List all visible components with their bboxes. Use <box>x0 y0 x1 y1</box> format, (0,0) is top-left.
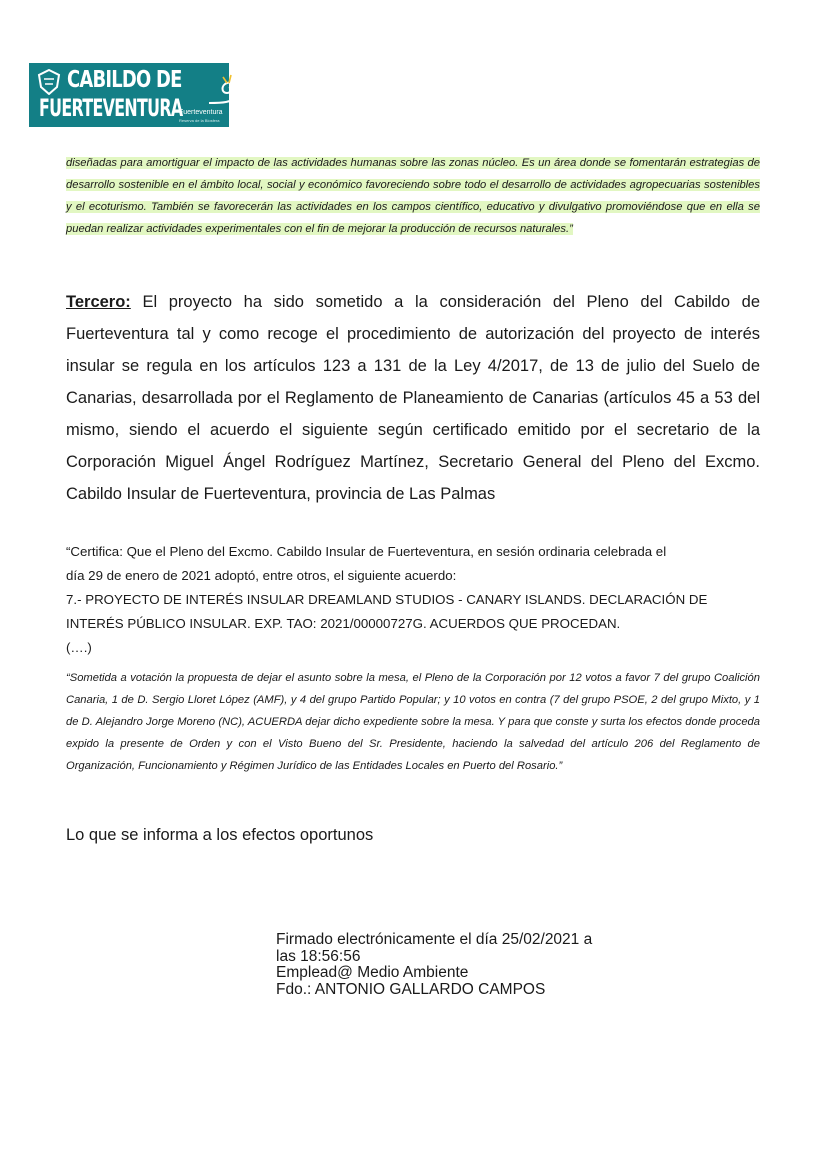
signature-line: Firmado electrónicamente el día 25/02/2021 a <box>276 931 593 948</box>
signature-line: Emplead@ Medio Ambiente <box>276 964 469 981</box>
logo-tagline: Reserva de la Biosfera <box>179 118 220 123</box>
certifica-block <box>66 540 766 660</box>
shield-icon <box>37 69 61 95</box>
certifica-line: INTERÉS PÚBLICO INSULAR. EXP. TAO: 2021/00000727G. ACUERDOS QUE PROCEDAN. <box>66 616 621 631</box>
snail-icon <box>205 73 243 107</box>
tercero-paragraph <box>66 286 760 510</box>
informa-line: Lo que se informa a los efectos oportunos <box>66 826 374 844</box>
cabildo-logo <box>29 63 229 127</box>
logo-line2: FUERTEVENTURA <box>39 94 183 122</box>
certifica-line: día 29 de enero de 2021 adoptó, entre otros, el siguiente acuerdo: <box>66 568 457 583</box>
highlighted-quote-text: diseñadas para amortiguar el impacto de las actividades humanas sobre las zonas núcleo. Es un área donde se fomentarán estrategias de desarrollo sostenible en el ámbito local, social y económico favoreciendo sobre todo el desarrollo de actividades agropecuarias sostenibles y el ecoturismo. También se favorecerán las actividades en los campos científico, educativo y divulgativo promoviéndose que en ella se puedan realizar actividades experimentales con el fin de mejorar la producción de recursos naturales.” <box>66 157 760 235</box>
signature-block <box>276 932 636 998</box>
highlighted-quote <box>66 152 760 240</box>
tercero-label: Tercero: <box>66 293 131 311</box>
certifica-line: (….) <box>66 640 92 655</box>
signature-line: Fdo.: ANTONIO GALLARDO CAMPOS <box>276 980 546 998</box>
certifica-line: 7.- PROYECTO DE INTERÉS INSULAR DREAMLAND STUDIOS - CANARY ISLANDS. DECLARACIÓN DE <box>66 592 708 607</box>
votacion-paragraph: “Sometida a votación la propuesta de dejar el asunto sobre la mesa, el Pleno de la Corporación por 12 votos a favor 7 del grupo Coalición Canaria, 1 de D. Sergio Lloret López (AMF), y 4 del grupo Partido Popular; y 10 votos en contra (7 del grupo PSOE, 2 del grupo Mixto, y 1 de D. Alejandro Jorge Moreno (NC), ACUERDA dejar dicho expediente sobre la mesa. Y para que conste y surta los efectos donde proceda expido la presente de Orden y con el Visto Bueno del Sr. Presidente, haciendo la salvedad del artículo 206 del Reglamento de Organización, Funcionamiento y Régimen Jurídico de las Entidades Locales en Puerto del Rosario.” <box>66 672 760 772</box>
certifica-line: “Certifica: Que el Pleno del Excmo. Cabildo Insular de Fuerteventura, en sesión ordinaria celebrada el <box>66 544 667 559</box>
logo-line1: CABILDO DE <box>67 67 182 93</box>
logo-brand: Fuerteventura <box>179 109 223 116</box>
tercero-body: El proyecto ha sido sometido a la consideración del Pleno del Cabildo de Fuerteventura tal y como recoge el procedimiento de autorización del proyecto de interés insular se regula en los artículos 123 a 131 de la Ley 4/2017, de 13 de julio del Suelo de Canarias, desarrollada por el Reglamento de Planeamiento de Canarias (artículos 45 a 53 del mismo, siendo el acuerdo el siguiente según certificado emitido por el secretario de la Corporación Miguel Ángel Rodríguez Martínez, Secretario General del Pleno del Excmo. Cabildo Insular de Fuerteventura, provincia de Las Palmas <box>66 293 760 503</box>
signature-line: las 18:56:56 <box>276 947 361 965</box>
